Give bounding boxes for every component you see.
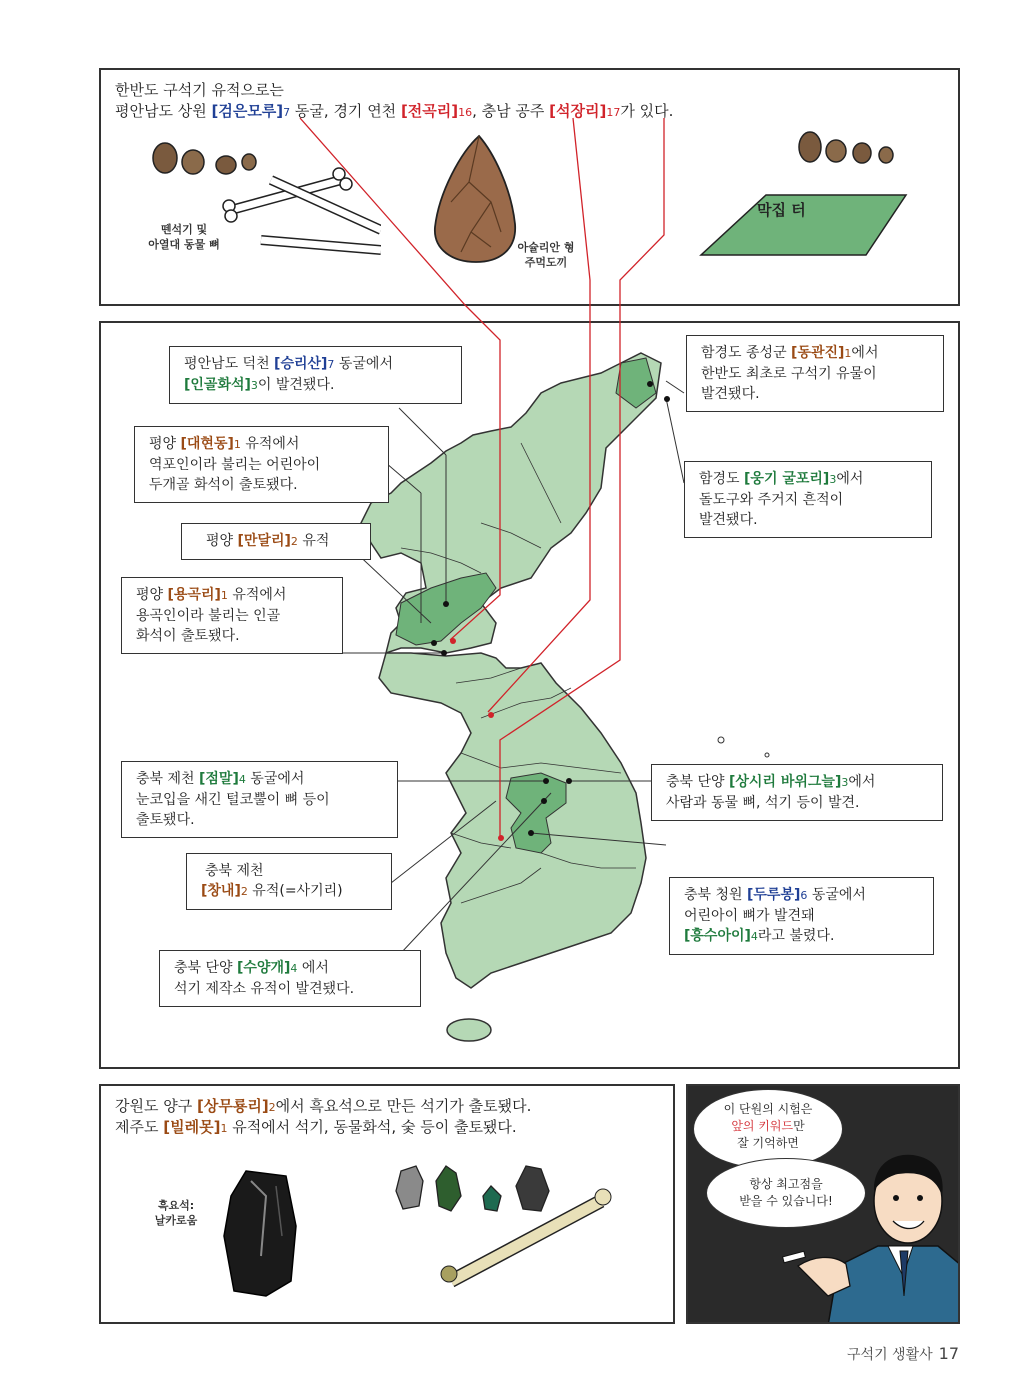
info-box-daehyeondong: 평양 [대현동]1 유적에서 역포인이라 불리는 어린아이 두개골 화석이 출토됐다. xyxy=(134,426,389,503)
top-intro-line1: 한반도 구석기 유적으로는 xyxy=(115,81,284,99)
info-box-suyanggae: 충북 단양 [수양개]4 에서 석기 제작소 유적이 발견됐다. xyxy=(159,950,421,1007)
bottom-text-line1: 강원도 양구 [상무룡리]2에서 흑요석으로 만든 석기가 출토됐다. xyxy=(115,1097,532,1115)
info-box-sangsiri: 충북 단양 [상시리 바위그늘]3에서 사람과 동물 뼈, 석기 등이 발견. xyxy=(651,764,943,821)
page-footer xyxy=(847,1344,959,1364)
caption-bones: 뗀석기 및 아열대 동물 뼈 xyxy=(148,223,220,251)
stone-tools-and-bones-illustration xyxy=(151,140,381,280)
map-panel xyxy=(99,321,960,1069)
keyword-geomeunmoru: [검은모루] xyxy=(211,102,284,120)
top-panel xyxy=(99,68,960,306)
footer-title: 구석기 생활사 xyxy=(847,1347,933,1363)
speech-bubble-1: 이 단원의 시험은 앞의 키워드만 잘 기억하면 xyxy=(693,1089,843,1169)
hut-site-illustration xyxy=(696,125,926,265)
info-box-durubong: 충북 청원 [두루봉]6 동굴에서 어린아이 뼈가 발견돼 [흥수아이]4라고 불렸다. xyxy=(669,877,934,955)
caption-hut-site: 막집 터 xyxy=(757,201,806,219)
speech-bubble-2: 항상 최고점을 받을 수 있습니다! xyxy=(706,1158,866,1228)
info-box-yonggokri: 평양 [용곡리]1 유적에서 용곡인이라 불리는 인골 화석이 출토됐다. xyxy=(121,577,343,654)
keyword-seokjangri: [석장리] xyxy=(549,102,607,120)
info-box-mandalri: 평양 [만달리]2 유적 xyxy=(181,523,371,560)
keyword-jeongokri: [전곡리] xyxy=(400,102,459,120)
obsidian-panel xyxy=(99,1084,675,1324)
info-box-seungrisan: 평안남도 덕천 [승리산]7 동굴에서 [인골화석]3이 발견됐다. xyxy=(169,346,462,404)
stone-tools-bone-illustration xyxy=(391,1161,661,1311)
info-box-donggwanjin: 함경도 종성군 [동관진]1에서 한반도 최초로 구석기 유물이 발견됐다. xyxy=(686,335,944,412)
page-number: 17 xyxy=(938,1344,959,1363)
info-box-gulpori: 함경도 [웅기 굴포리]3에서 돌도구와 주거지 흔적이 발견됐다. xyxy=(684,461,932,538)
teacher-illustration xyxy=(738,1136,960,1324)
info-box-jeommal: 충북 제천 [점말]4 동굴에서 눈코입을 새긴 털코뿔이 뼈 등이 출토됐다. xyxy=(121,761,398,838)
teacher-panel xyxy=(686,1084,960,1324)
info-box-changnae: 충북 제천 [창내]2 유적(=사기리) xyxy=(186,853,392,910)
bottom-text-line2: 제주도 [빌레못]1 유적에서 석기, 동물화석, 숯 등이 출토됐다. xyxy=(115,1118,517,1136)
obsidian-stone-illustration xyxy=(216,1166,306,1306)
top-intro-line2: 평안남도 상원 [검은모루]7 동굴, 경기 연천 [전곡리]16, 충남 공주 [석장리]17가 있다. xyxy=(115,102,674,120)
caption-hand-axe: 아슐리안 형 주먹도끼 xyxy=(517,241,575,269)
caption-obsidian: 흑요석: 날카로움 xyxy=(154,1199,198,1227)
